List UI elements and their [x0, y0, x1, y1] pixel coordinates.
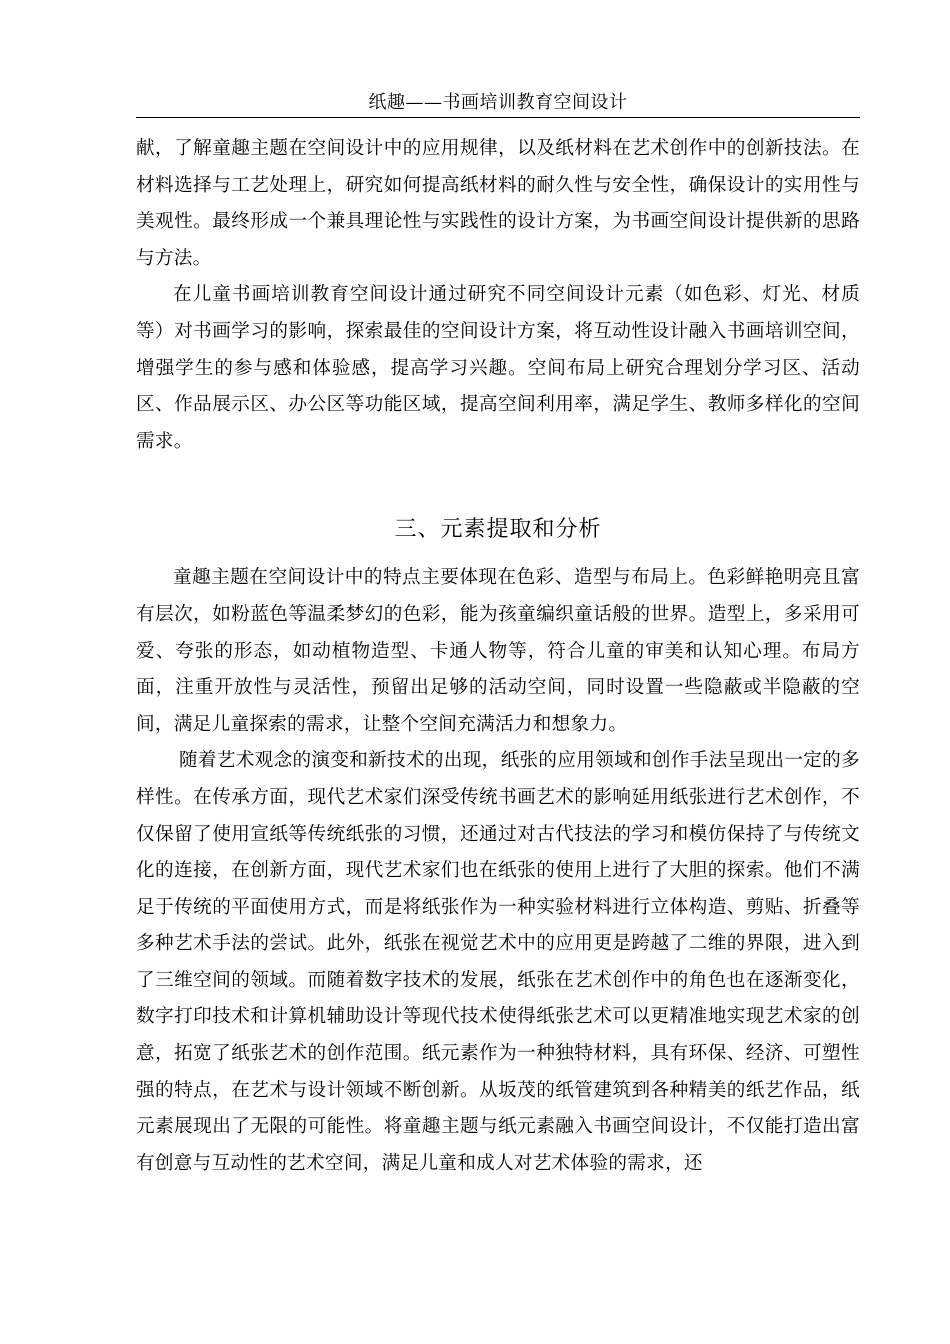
- paragraph-paper-art: 随着艺术观念的演变和新技术的出现，纸张的应用领域和创作手法呈现出一定的多样性。在传承方面，现代艺术家们深受传统书画艺术的影响延用纸张进行艺术创作，不仅保留了使用宣纸等传统纸张的习惯，还通过对古代技法的学习和模仿保持了与传统文化的连接，在创新方面，现代艺术家们也在纸张的使用上进行了大胆的探索。他们不满足于传统的平面使用方式，而是将纸张作为一种实验材料进行立体构造、剪贴、折叠等多种艺术手法的尝试。此外，纸张在视觉艺术中的应用更是跨越了二维的界限，进入到了三维空间的领域。而随着数字技术的发展，纸张在艺术创作中的角色也在逐渐变化，数字打印技术和计算机辅助设计等现代技术使得纸张艺术可以更精准地实现艺术家的创意，拓宽了纸张艺术的创作范围。纸元素作为一种独特材料，具有环保、经济、可塑性强的特点，在艺术与设计领域不断创新。从坂茂的纸管建筑到各种精美的纸艺作品，纸元素展现出了无限的可能性。将童趣主题与纸元素融入书画空间设计，不仅能打造出富有创意与互动性的艺术空间，满足儿童和成人对艺术体验的需求，还: [136, 750, 860, 1174]
- header-rule: [136, 117, 860, 118]
- running-header: 纸趣——书画培训教育空间设计: [368, 92, 628, 113]
- section-heading: 三、元素提取和分析: [394, 517, 602, 543]
- paragraph-childlike-theme: 童趣主题在空间设计中的特点主要体现在色彩、造型与布局上。色彩鲜艳明亮且富有层次，如粉蓝色等温柔梦幻的色彩，能为孩童编织童话般的世界。造型上，多采用可爱、夸张的形态，如动植物造型、卡通人物等，符合儿童的审美和认知心理。布局方面，注重开放性与灵活性，预留出足够的活动空间，同时设置一些隐蔽或半隐蔽的空间，满足儿童探索的需求，让整个空间充满活力和想象力。: [136, 567, 860, 735]
- paragraph-continued: 献，了解童趣主题在空间设计中的应用规律，以及纸材料在艺术创作中的创新技法。在材料选择与工艺处理上，研究如何提高纸材料的耐久性与安全性，确保设计的实用性与美观性。最终形成一个兼具理论性与实践性的设计方案，为书画空间设计提供新的思路与方法。: [136, 138, 860, 269]
- document-body: [136, 131, 860, 1182]
- paragraph-space-design: 在儿童书画培训教育空间设计通过研究不同空间设计元素（如色彩、灯光、材质等）对书画学习的影响，探索最佳的空间设计方案，将互动性设计融入书画培训空间，增强学生的参与感和体验感，提高学习兴趣。空间布局上研究合理划分学习区、活动区、作品展示区、办公区等功能区域，提高空间利用率，满足学生、教师多样化的空间需求。: [136, 284, 860, 452]
